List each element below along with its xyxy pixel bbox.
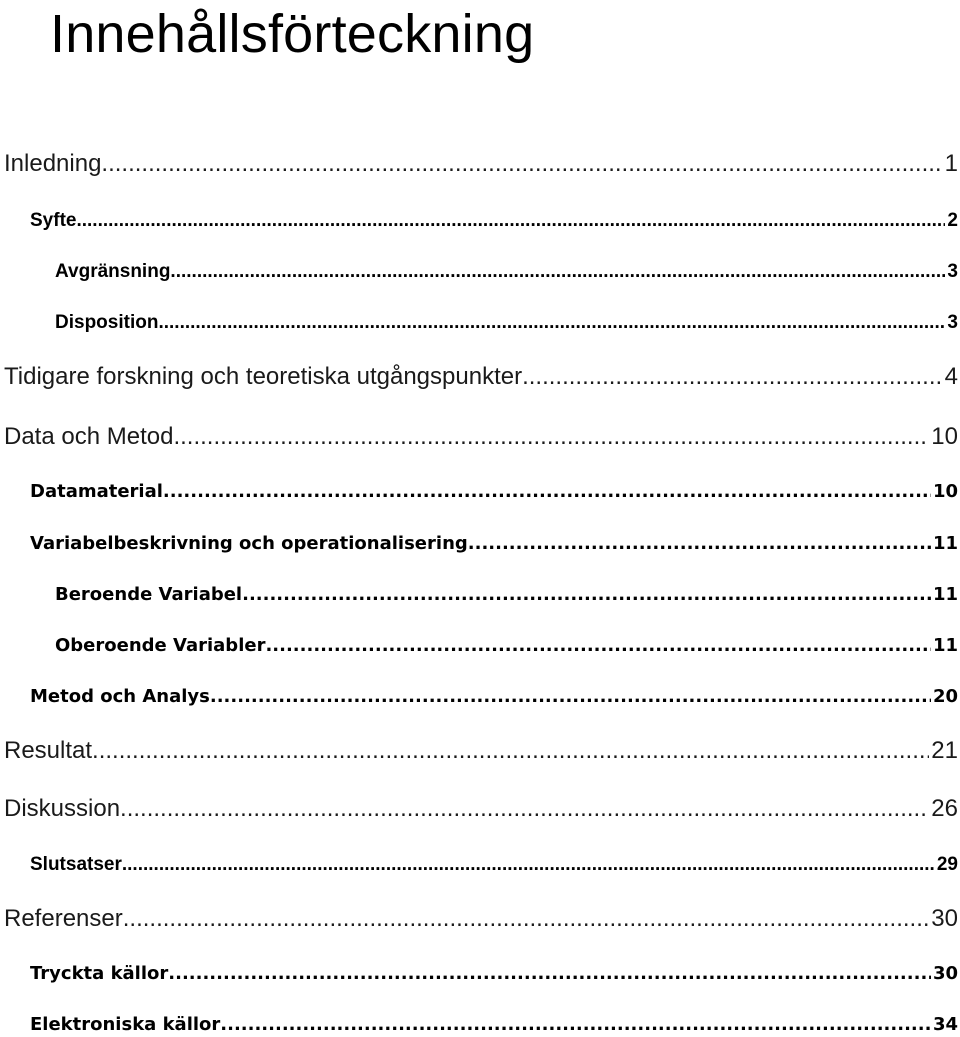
toc-entry-page: 4	[944, 363, 958, 390]
toc-entry-text: Avgränsning	[55, 261, 171, 282]
toc-entry-text: Variabelbeskrivning och operationalisering	[30, 533, 468, 554]
toc-entry-text: Datamaterial	[30, 481, 163, 502]
toc-entry-text: Tryckta källor	[30, 963, 169, 984]
toc-entry-data-och-metod[interactable]	[4, 423, 958, 451]
toc-leader-dots	[76, 210, 945, 232]
toc-entry-text: Inledning	[4, 150, 102, 177]
toc-entry-oberoende-variabler[interactable]	[55, 635, 958, 657]
toc-entry-page: 3	[947, 261, 958, 282]
toc-leader-dots	[170, 261, 945, 283]
toc-entry-text: Oberoende Variabler	[55, 635, 266, 656]
toc-entry-referenser[interactable]	[4, 905, 958, 933]
toc-leader-dots	[522, 363, 943, 391]
toc-entry-avgransning[interactable]	[55, 261, 958, 283]
toc-entry-page: 1	[944, 150, 958, 177]
toc-entry-text: Slutsatser	[30, 854, 122, 875]
toc-leader-dots	[173, 423, 929, 451]
toc-entry-page: 11	[932, 584, 958, 605]
toc-entry-text: Metod och Analys	[30, 686, 210, 707]
toc-entry-page: 10	[932, 481, 958, 502]
toc-leader-dots	[168, 963, 931, 985]
toc-entry-text: Elektroniska källor	[30, 1014, 221, 1035]
toc-entry-text: Beroende Variabel	[55, 584, 243, 605]
toc-entry-page: 3	[947, 312, 958, 333]
toc-entry-page: 2	[947, 210, 958, 231]
toc-entry-page: 29	[936, 854, 958, 875]
toc-entry-page: 11	[932, 533, 958, 554]
toc-title: Innehållsförteckning	[50, 4, 535, 64]
toc-entry-datamaterial[interactable]	[30, 481, 958, 503]
toc-entry-elektroniska-kallor[interactable]	[30, 1014, 958, 1036]
toc-leader-dots	[101, 150, 942, 178]
toc-entry-tidigare-forskning[interactable]	[4, 363, 958, 391]
toc-leader-dots	[122, 854, 935, 876]
toc-leader-dots	[158, 312, 945, 334]
toc-entry-beroende-variabel[interactable]	[55, 584, 958, 606]
toc-entry-syfte[interactable]	[30, 210, 958, 232]
toc-leader-dots	[120, 795, 929, 823]
toc-leader-dots	[163, 481, 931, 503]
toc-entry-text: Tidigare forskning och teoretiska utgångspunkter	[4, 363, 523, 390]
toc-entry-text: Data och Metod	[4, 423, 174, 450]
toc-entry-text: Diskussion	[4, 795, 121, 822]
toc-entry-page: 10	[931, 423, 958, 450]
toc-leader-dots	[92, 737, 929, 765]
toc-entry-page: 26	[931, 795, 958, 822]
toc-entry-diskussion[interactable]	[4, 795, 958, 823]
toc-leader-dots	[468, 533, 931, 555]
toc-entry-disposition[interactable]	[55, 312, 958, 334]
toc-entry-text: Syfte	[30, 210, 77, 231]
toc-entry-variabelbeskrivning[interactable]	[30, 533, 958, 555]
toc-entry-page: 34	[932, 1014, 958, 1035]
toc-entry-page: 30	[931, 905, 958, 932]
toc-leader-dots	[265, 635, 930, 657]
toc-entry-page: 30	[932, 963, 958, 984]
toc-entry-text: Resultat	[4, 737, 93, 764]
toc-entry-tryckta-kallor[interactable]	[30, 963, 958, 985]
toc-entry-text: Disposition	[55, 312, 159, 333]
toc-entry-text: Referenser	[4, 905, 123, 932]
toc-leader-dots	[242, 584, 931, 606]
toc-entry-page: 11	[932, 635, 958, 656]
toc-entry-resultat[interactable]	[4, 737, 958, 765]
toc-leader-dots	[123, 905, 930, 933]
toc-leader-dots	[210, 686, 931, 708]
toc-entry-slutsatser[interactable]	[30, 854, 958, 876]
toc-entry-inledning[interactable]	[4, 150, 958, 178]
toc-leader-dots	[220, 1014, 931, 1036]
toc-entry-page: 21	[931, 737, 958, 764]
toc-entry-metod-och-analys[interactable]	[30, 686, 958, 708]
toc-entry-page: 20	[932, 686, 958, 707]
